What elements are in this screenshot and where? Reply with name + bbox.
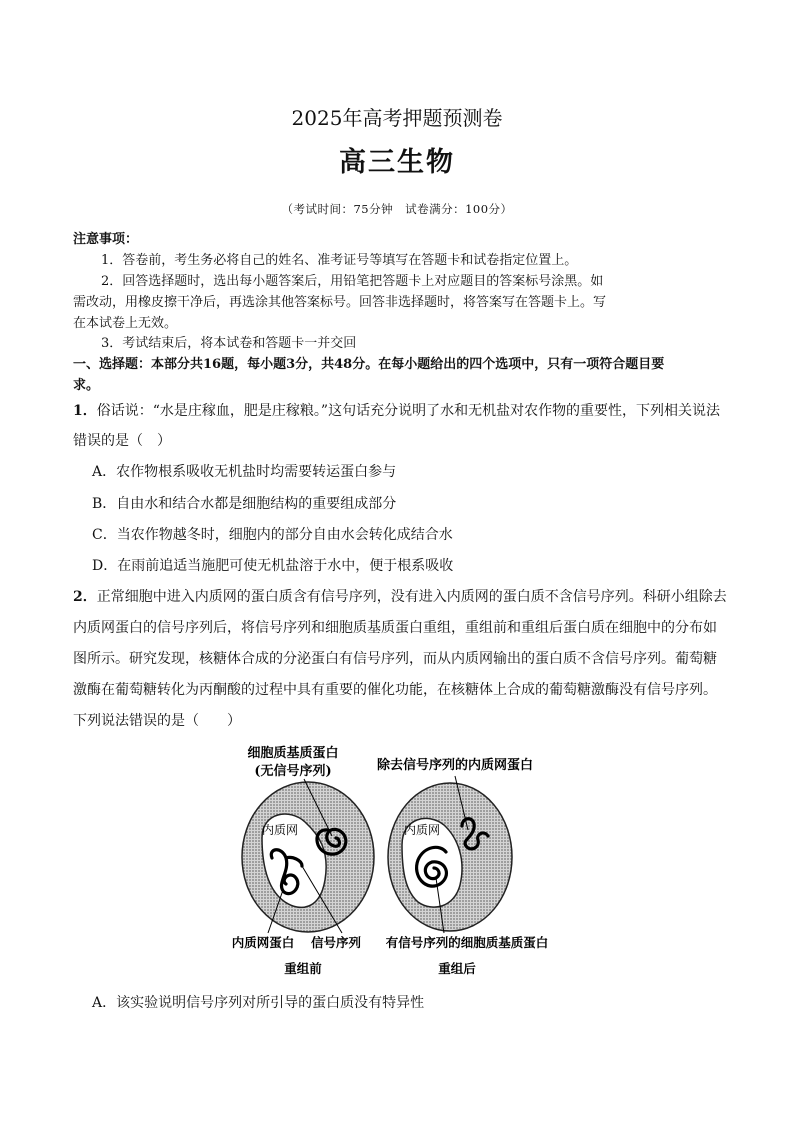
option-label: D． xyxy=(92,558,118,574)
exam-subject-title: 高三生物 xyxy=(339,147,455,178)
question-2-number: 2． xyxy=(73,589,97,605)
caption-before-recombination: 重组前 xyxy=(284,961,322,976)
option-label: A． xyxy=(92,995,117,1011)
label-er-protein: 内质网蛋白 xyxy=(231,935,295,950)
label-er-right: 内质网 xyxy=(404,823,441,837)
caption-after-recombination: 重组后 xyxy=(438,961,476,976)
notice-item-2-line-1: 2．回答选择题时，选出每小题答案后，用铅笔把答题卡上对应题目的答案标号涂黑。如 xyxy=(101,274,604,289)
question-2-stem-line-3: 图所示。研究发现，核糖体合成的分泌蛋白有信号序列，而从内质网输出的蛋白质不含信号序列。葡萄糖 xyxy=(73,651,717,667)
exam-top-title: 2025年高考押题预测卷 xyxy=(291,106,503,130)
notice-heading: 注意事项： xyxy=(73,232,139,247)
cell-before-recombination xyxy=(242,779,374,933)
notice-item-2-line-2: 需改动，用橡皮擦干净后，再选涂其他答案标号。回答非选择题时，将答案写在答题卡上。写 xyxy=(73,295,607,310)
question-1-stem-line-2: 错误的是（ ） xyxy=(73,433,171,449)
question-2-stem-line-2: 内质网蛋白的信号序列后，将信号序列和细胞质基质蛋白重组，重组前和重组后蛋白质在细胞中的分布如 xyxy=(73,620,717,636)
question-2-stem-line-5: 下列说法错误的是（ ） xyxy=(73,713,241,729)
label-cytoplasm-protein-line-2: (无信号序列) xyxy=(254,764,332,779)
section-1-heading-line-2: 求。 xyxy=(73,378,100,393)
option-text: 自由水和结合水都是细胞结构的重要组成部分 xyxy=(116,496,397,512)
section-1-heading-line-1: 一、选择题：本部分共16题，每小题3分，共48分。在每小题给出的四个选项中，只有一项符合题目要 xyxy=(73,357,665,372)
option-label: B． xyxy=(92,496,117,512)
notice-item-3: 3．考试结束后，将本试卷和答题卡一并交回 xyxy=(101,336,357,351)
label-er-left: 内质网 xyxy=(262,823,299,837)
label-removed-signal-er-protein: 除去信号序列的内质网蛋白 xyxy=(376,758,534,773)
label-cytoplasm-protein-with-signal: 有信号序列的细胞质基质蛋白 xyxy=(385,935,549,950)
cell-after-recombination xyxy=(388,776,512,933)
notice-item-1: 1．答卷前，考生务必将自己的姓名、准考证号等填写在答题卡和试卷指定位置上。 xyxy=(101,253,578,268)
option-text: 该实验说明信号序列对所引导的蛋白质没有特异性 xyxy=(116,995,425,1011)
notice-item-2-line-3: 在本试卷上无效。 xyxy=(73,316,178,331)
question-2-option-a xyxy=(92,992,424,1012)
option-text: 农作物根系吸收无机盐时均需要转运蛋白参与 xyxy=(116,464,397,480)
question-2-stem-line-4: 激酶在葡萄糖转化为丙酮酸的过程中具有重要的催化功能，在核糖体上合成的葡萄糖激酶没有信号序列。 xyxy=(73,682,717,698)
option-text: 在雨前追适当施肥可使无机盐溶于水中，便于根系吸收 xyxy=(117,558,454,574)
question-1-text: 俗话说：“水是庄稼血，肥是庄稼粮。”这句话充分说明了水和无机盐对农作物的重要性，下列相关说法 xyxy=(96,403,721,419)
option-label: C． xyxy=(92,527,117,543)
exam-info: （考试时间：75分钟 试卷满分：100分） xyxy=(281,202,513,216)
question-1-number: 1． xyxy=(73,403,97,419)
label-cytoplasm-protein-line-1: 细胞质基质蛋白 xyxy=(247,746,339,761)
option-label: A． xyxy=(92,464,117,480)
question-2-text: 正常细胞中进入内质网的蛋白质含有信号序列，没有进入内质网的蛋白质不含信号序列。科研小组除去 xyxy=(96,589,727,605)
label-signal-sequence: 信号序列 xyxy=(310,935,362,950)
option-text: 当农作物越冬时，细胞内的部分自由水会转化成结合水 xyxy=(116,527,453,543)
